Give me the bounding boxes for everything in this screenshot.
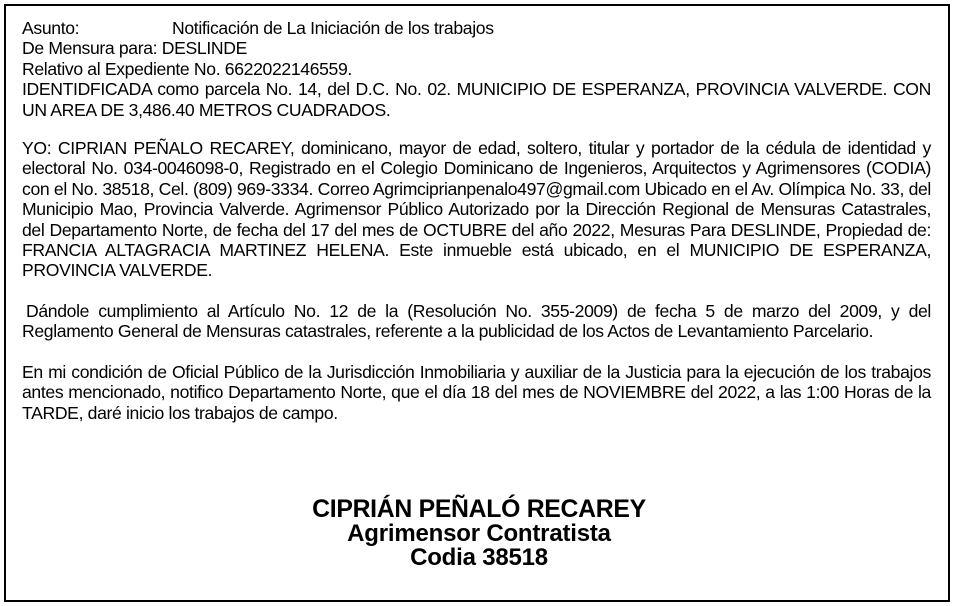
paragraph-gap: [22, 342, 931, 362]
subject-line: [22, 18, 931, 38]
identification-text: IDENTIDFICADA como parcela No. 14, del D.C. No. 02. MUNICIPIO DE ESPERANZA, PROVINCIA VALVERDE. CON UN AREA DE 3,486.40 METROS CUADRADOS.: [22, 79, 931, 120]
signature-block: [6, 498, 952, 570]
declarant-paragraph: YO: CIPRIAN PEÑALO RECAREY, dominicano, mayor de edad, soltero, titular y portador de la cédula de identidad y electoral No. 034-0046098-0, Registrado en el Colegio Dominicano de Ingenieros, Arquitectos y Agrimensores (CODIA) con el No. 38518, Cel. (809) 969-3334. Correo Agrimciprianpenalo497@gmail.com Ubicado en el Av. Olímpica No. 33, del Municipio Mao, Provincia Valverde. Agrimensor Público Autorizado por la Dirección Regional de Mensuras Catastrales, del Departamento Norte, de fecha del 17 del mes de OCTUBRE del año 2022, Mesuras Para DESLINDE, Propiedad de: FRANCIA ALTAGRACIA MARTINEZ HELENA. Este inmueble está ubicado, en el MUNICIPIO DE ESPERANZA, PROVINCIA VALVERDE.: [22, 138, 931, 281]
legal-basis-paragraph: Dándole cumplimiento al Artículo No. 12 de la (Resolución No. 355-2009) de fecha 5 de marzo del 2009, y del Reglamento General de Mensuras catastrales, referente a la publicidad de los Actos de Levantamiento Parcelario.: [22, 300, 931, 342]
codia-number: Codia 38518: [410, 544, 548, 571]
paragraph-gap: [22, 281, 931, 301]
paragraph-gap: [22, 120, 931, 138]
subject-value: Notificación de La Iniciación de los trabajos: [172, 18, 494, 38]
signatory-name: CIPRIÁN PEÑALÓ RECAREY: [312, 496, 646, 523]
signatory-role: Agrimensor Contratista: [347, 520, 611, 547]
subject-label: Asunto:: [22, 18, 80, 38]
mensura-line: De Mensura para: DESLINDE: [22, 38, 247, 59]
notice-content: [22, 18, 931, 423]
legal-notice: [4, 4, 950, 602]
work-notice-paragraph: En mi condición de Oficial Público de la Jurisdicción Inmobiliaria y auxiliar de la Justicia para la ejecución de los trabajos antes mencionado, notifico Departamento Norte, que el día 18 del mes de NOVIEMBRE del 2022, a las 1:00 Horas de la TARDE, daré inicio los trabajos de campo.: [22, 361, 931, 423]
expediente-line: Relativo al Expediente No. 6622022146559.: [22, 58, 352, 79]
